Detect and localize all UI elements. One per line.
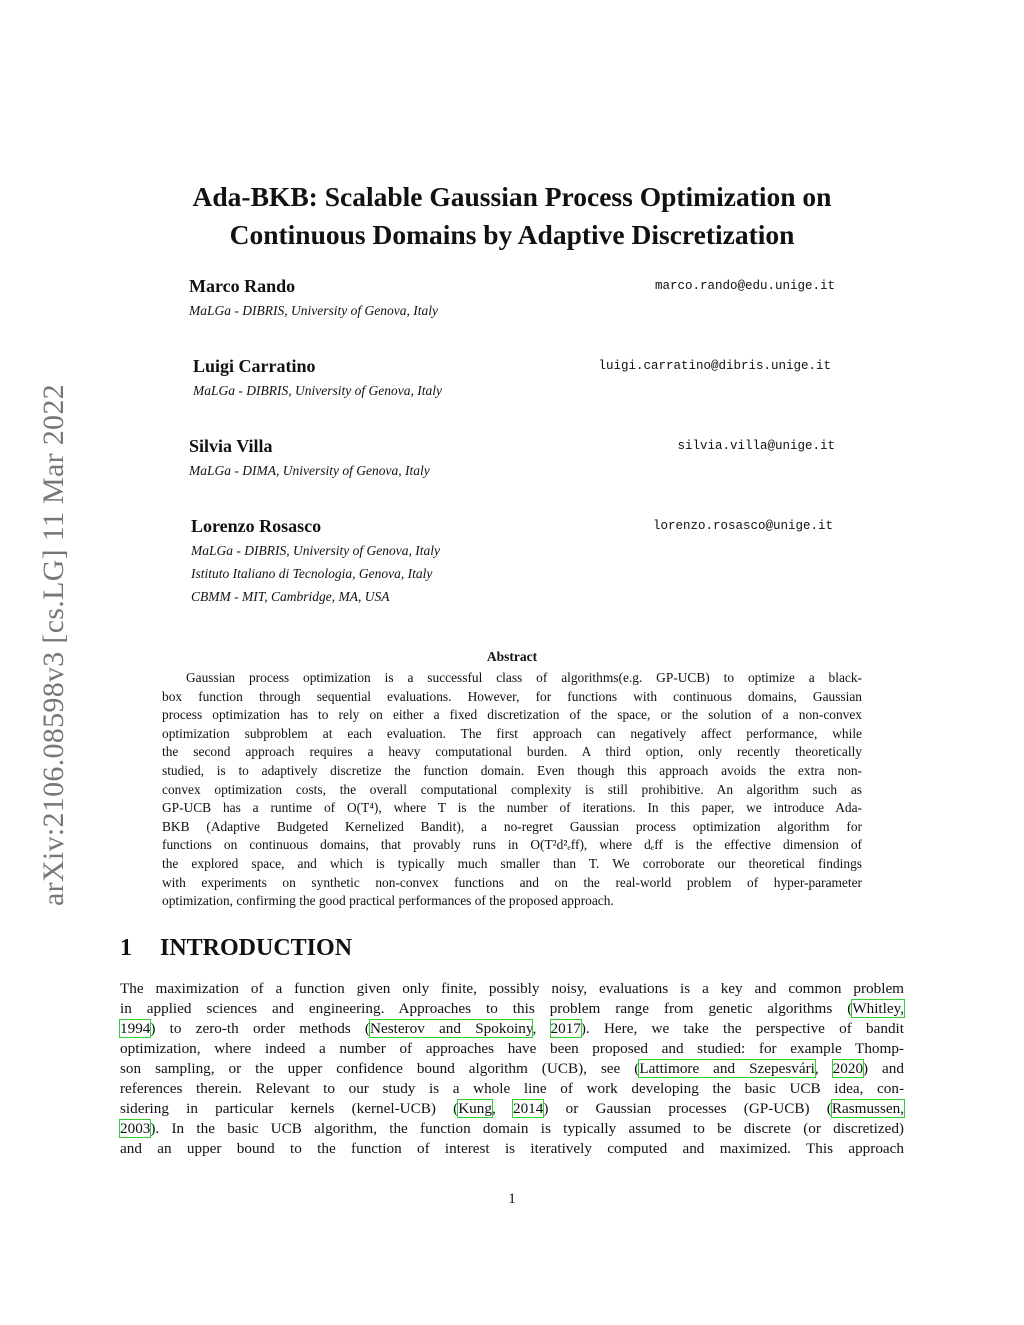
arxiv-side-stamp: arXiv:2106.08598v3 [cs.LG] 11 Mar 2022 <box>37 384 70 906</box>
body-text: ). In the basic UCB algorithm, the function domain is typically assumed to be discrete (or discretized) <box>150 1120 904 1137</box>
title-line-1: Ada-BKB: Scalable Gaussian Process Optimization on <box>192 181 832 212</box>
body-text: in applied sciences and engineering. Approaches to this problem range from genetic algorithms ( <box>120 1000 853 1017</box>
author-block-rosasco <box>191 516 833 606</box>
body-text: ). Here, we take the perspective of bandit <box>580 1020 904 1037</box>
body-text: , <box>814 1060 833 1077</box>
abstract-line: the second approach requires a heavy computational burden. A third option, only recently theoretically <box>162 744 862 760</box>
author-email[interactable]: luigi.carratino@dibris.unige.it <box>598 359 831 373</box>
body-line <box>120 1039 904 1059</box>
section-heading <box>120 935 352 962</box>
abstract-heading: Abstract <box>486 649 538 664</box>
body-line <box>120 1019 904 1039</box>
author-affiliation: Istituto Italiano di Tecnologia, Genova, Italy <box>191 566 433 581</box>
body-line <box>120 1059 904 1079</box>
page-number: 1 <box>508 1191 516 1207</box>
abstract-line: with experiments on synthetic non-convex functions and on the real-world problem of hyper-parameter <box>162 874 862 890</box>
body-line <box>120 1099 904 1119</box>
body-text: , <box>491 1100 513 1117</box>
author-name: Lorenzo Rosasco <box>191 516 322 536</box>
body-text: and an upper bound to the function of interest is iteratively computed and maximized. This approach <box>120 1140 904 1157</box>
abstract-line: the explored space, and which is typically much smaller than T. We corroborate our theoretical findings <box>162 855 862 871</box>
abstract-body <box>162 669 862 911</box>
section-number: 1 <box>120 935 132 961</box>
title-line-2: Continuous Domains by Adaptive Discretization <box>229 219 795 250</box>
abstract-line: BKB (Adaptive Budgeted Kernelized Bandit), a no-regret Gaussian process optimization algorithm for <box>162 818 862 834</box>
body-text: ) or Gaussian processes (GP-UCB) ( <box>543 1100 832 1117</box>
body-line <box>120 1139 904 1159</box>
body-text: references therein. Relevant to our study is a whole line of work developing the basic UCB idea, con- <box>120 1080 904 1097</box>
citation-link[interactable]: Nesterov and Spokoiny <box>370 1020 533 1037</box>
body-line <box>120 999 904 1019</box>
author-email[interactable]: marco.rando@edu.unige.it <box>654 279 835 293</box>
abstract-line: convex optimization costs, the overall computational complexity is still prohibitive. An algorithm such as <box>162 781 862 797</box>
author-affiliation: MaLGa - DIBRIS, University of Genova, Italy <box>189 303 438 318</box>
citation-link[interactable]: 2017 <box>550 1020 581 1037</box>
citation-link[interactable]: 2003 <box>120 1120 151 1137</box>
abstract-line: optimization, confirming the good practical performances of the proposed approach. <box>162 893 614 909</box>
author-affiliation: MaLGa - DIBRIS, University of Genova, Italy <box>193 383 442 398</box>
citation-link[interactable]: 1994 <box>120 1020 151 1037</box>
author-block-carratino <box>193 356 831 416</box>
body-text: son sampling, or the upper confidence bound algorithm (UCB), see ( <box>120 1060 640 1077</box>
section-title: INTRODUCTION <box>160 935 353 961</box>
body-text: The maximization of a function given only finite, possibly noisy, evaluations is a key and common problem <box>120 980 904 997</box>
body-line <box>120 1079 904 1099</box>
abstract-line: box function through sequential evaluations. However, for functions with continuous domains, Gaussian <box>162 688 862 704</box>
author-email[interactable]: lorenzo.rosasco@unige.it <box>652 519 833 533</box>
author-name: Silvia Villa <box>189 436 273 456</box>
author-affiliation: MaLGa - DIMA, University of Genova, Italy <box>189 463 430 478</box>
citation-link[interactable]: Whitley, <box>852 1000 904 1017</box>
author-affiliation: CBMM - MIT, Cambridge, MA, USA <box>191 589 390 604</box>
body-text: , <box>532 1020 551 1037</box>
citation-link[interactable]: Lattimore and Szepesvári <box>639 1060 815 1077</box>
body-text: ) and <box>863 1060 904 1077</box>
abstract-line: Gaussian process optimization is a successful class of algorithms(e.g. GP-UCB) to optimize a black- <box>186 670 862 685</box>
paper-title <box>100 178 924 254</box>
abstract-line: process optimization has to rely on either a fixed discretization of the space, or the solution of a non-convex <box>162 707 862 723</box>
author-block-villa <box>189 436 835 496</box>
body-text: sidering in particular kernels (kernel-UCB) ( <box>120 1100 459 1117</box>
citation-link[interactable]: 2020 <box>832 1060 864 1077</box>
abstract-line: studied, is to adaptively discretize the function domain. Even though this approach avoids the extra non- <box>162 762 862 778</box>
citation-link[interactable]: 2014 <box>512 1100 544 1117</box>
intro-body <box>120 979 904 1159</box>
citation-link[interactable]: Kung <box>458 1100 492 1117</box>
abstract-line: GP-UCB has a runtime of O(T⁴), where T is the number of iterations. In this paper, we introduce Ada- <box>162 800 862 816</box>
author-affiliation: MaLGa - DIBRIS, University of Genova, Italy <box>191 543 440 558</box>
body-line <box>120 1119 904 1139</box>
abstract-line: optimization subproblem at each evaluation. The first approach can negatively affect performance, while <box>162 725 862 741</box>
citation-link[interactable]: Rasmussen, <box>831 1100 904 1117</box>
author-email[interactable]: silvia.villa@unige.it <box>677 439 835 453</box>
body-line <box>120 979 904 999</box>
author-name: Luigi Carratino <box>193 356 316 376</box>
body-text: ) to zero-th order methods ( <box>150 1020 370 1037</box>
body-text: optimization, where indeed a number of approaches have been proposed and studied: for example Thomp- <box>120 1040 904 1057</box>
author-name: Marco Rando <box>189 276 296 296</box>
abstract-line: functions on continuous domains, that provably runs in O(T²d²ₑff), where dₑff is the effective dimension of <box>162 837 862 853</box>
author-block-rando <box>189 276 835 336</box>
